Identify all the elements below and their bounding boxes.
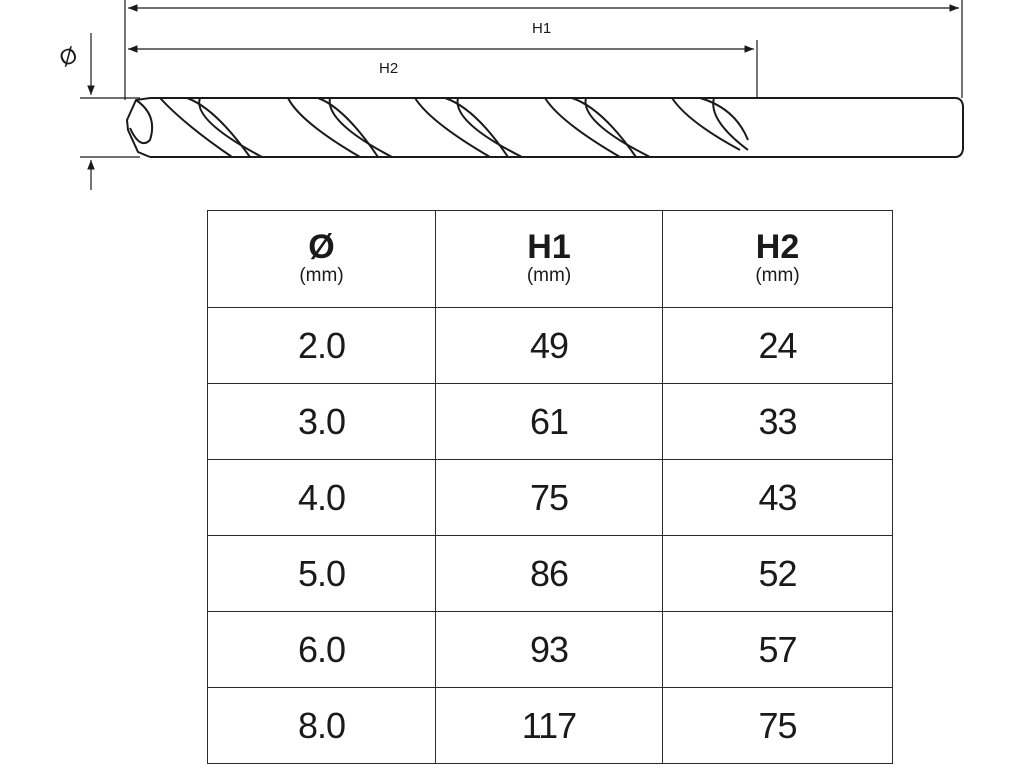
h1-label: H1 <box>532 20 552 37</box>
table-row <box>208 384 893 460</box>
cell-diameter: 2.0 <box>208 308 436 384</box>
cell-h1: 93 <box>436 612 663 688</box>
table-row <box>208 536 893 612</box>
cell-h2: 33 <box>663 384 893 460</box>
drill-tip <box>127 98 150 157</box>
table-row <box>208 612 893 688</box>
header-h2-unit: (mm) <box>755 265 800 286</box>
drill-size-table <box>207 210 893 764</box>
header-h1 <box>436 211 663 308</box>
drill-shank <box>745 98 963 157</box>
cell-h1: 75 <box>436 460 663 536</box>
cell-diameter: 3.0 <box>208 384 436 460</box>
cell-diameter: 8.0 <box>208 688 436 764</box>
header-diameter-unit: (mm) <box>299 265 344 286</box>
extension-lines <box>125 0 962 100</box>
h2-label: H2 <box>379 60 399 77</box>
cell-diameter: 6.0 <box>208 612 436 688</box>
table-row <box>208 688 893 764</box>
cell-h1: 49 <box>436 308 663 384</box>
cell-h2: 24 <box>663 308 893 384</box>
drill-bit <box>127 98 963 157</box>
cell-h2: 57 <box>663 612 893 688</box>
table-header-row <box>208 211 893 308</box>
table-row <box>208 308 893 384</box>
header-diameter-symbol: Ø <box>308 228 335 266</box>
cell-h1: 61 <box>436 384 663 460</box>
diameter-label: Ø <box>55 41 82 72</box>
cell-diameter: 5.0 <box>208 536 436 612</box>
cell-h1: 86 <box>436 536 663 612</box>
header-h1-unit: (mm) <box>526 265 572 286</box>
drill-body-outline <box>150 98 748 157</box>
header-h2-symbol: H2 <box>755 228 800 266</box>
cell-h2: 43 <box>663 460 893 536</box>
cell-h2: 52 <box>663 536 893 612</box>
header-h1-symbol: H1 <box>527 228 571 266</box>
header-h2 <box>663 211 893 308</box>
cell-diameter: 4.0 <box>208 460 436 536</box>
cell-h2: 75 <box>663 688 893 764</box>
drill-bit-diagram <box>0 0 1024 200</box>
header-diameter <box>208 211 436 308</box>
table-row <box>208 460 893 536</box>
cell-h1: 117 <box>436 688 663 764</box>
drill-flutes <box>160 98 748 157</box>
